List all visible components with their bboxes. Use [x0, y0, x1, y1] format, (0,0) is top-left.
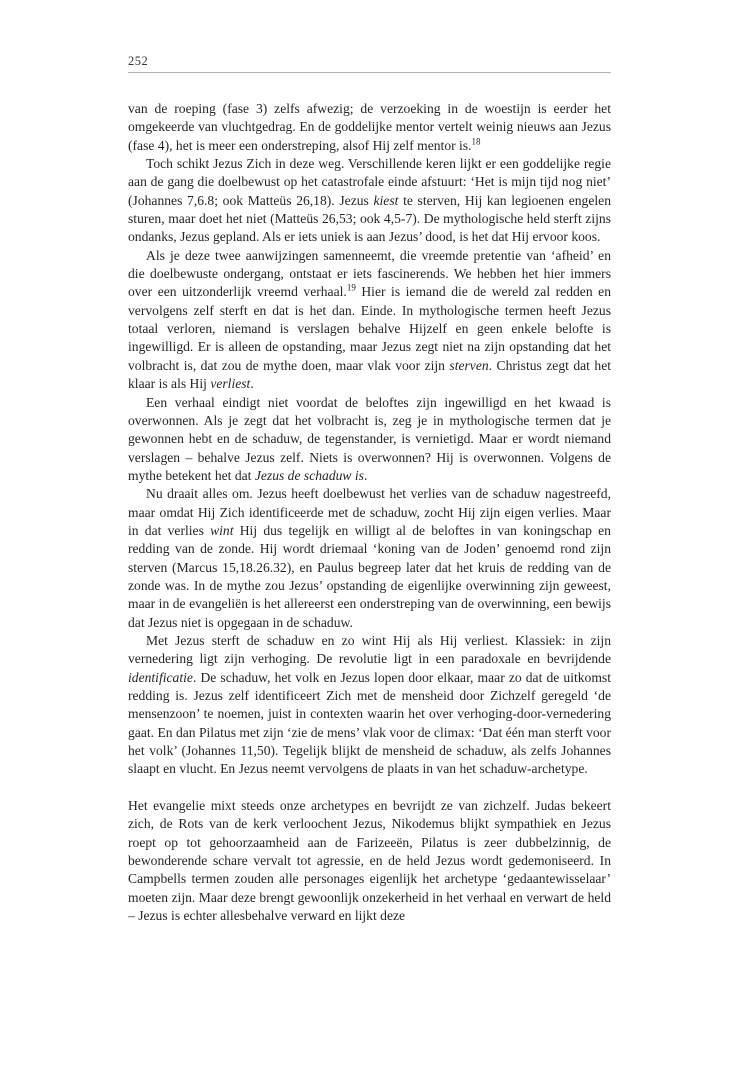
footnote-reference: 19	[346, 282, 356, 293]
paragraph	[128, 632, 611, 779]
emphasized-text: wint	[210, 522, 234, 538]
text-run: Hij dus tegelijk en willigt al de beloftes in van koningschap en redding van de zonde. Hij wordt driemaal ‘koning van de Joden’ genoemd rond zijn sterven (Marcus 15,18.26.32), en Paulus begreep later dat het kruis de redding van de zonde was. In de mythe zou Jezus’ opstanding de eigenlijke overwinning zijn geweest, maar in de evangeliën is het allereerst een onderstreping van de overwinning, een bewijs dat Jezus niet is opgegaan in de schaduw.	[128, 522, 611, 630]
text-run: . Christus zegt dat het klaar is als Hij	[128, 357, 612, 392]
paragraph	[128, 100, 611, 155]
emphasized-text: kiest	[373, 192, 399, 208]
emphasized-text: verliest	[210, 376, 251, 392]
paragraph	[128, 394, 611, 486]
text-run: te sterven, Hij kan legioenen engelen sturen, maar doet het niet (Matteüs 26,53; ook 4,5-7). De mythologische held sterft zijns ondanks, Jezus gepland. Als er iets uniek is aan Jezus’ dood, is het dat Hij ervoor koos.	[128, 192, 611, 245]
emphasized-text: Jezus de schaduw is	[254, 467, 364, 483]
emphasized-text: identificatie	[128, 669, 193, 685]
body-text	[128, 100, 611, 925]
text-run: Een verhaal eindigt niet voordat de beloftes zijn ingewilligd en het kwaad is overwonnen. Als je zegt dat het volbracht is, zeg je in mythologische termen dat je gewonnen hebt en de schaduw, de tegenstander, is vernietigd. Maar er wordt niemand verslagen – behalve Jezus zelf. Niets is overwonnen? Hij is overwonnen. Volgens de mythe betekent het dat	[128, 394, 611, 483]
page-header	[128, 54, 611, 81]
text-run: Nu draait alles om. Jezus heeft doelbewust het verlies van de schaduw nagestreefd, maar omdat Hij Zich identificeerde met de schaduw, zocht Hij zijn eigen verlies. Maar in dat verlies	[128, 486, 611, 538]
text-run: . De schaduw, het volk en Jezus lopen door elkaar, maar zo dat de uitkomst redding is. Jezus zelf identificeert Zich met de mensheid door Zichzelf geregeld ‘de mensenzoon’ te noemen, juist in contexten waarin het over verhoging-door-vernedering gaat. En dan Pilatus met zijn ‘zie de mens’ vlak voor de climax: ‘Dat één man sterft voor het volk’ (Johannes 11,50). Tegelijk blijkt de mensheid de schaduw, als zelfs Johannes slaapt en vlucht. En Jezus neemt vervolgens de plaats in van het schaduw-archetype.	[128, 669, 611, 777]
header-rule	[128, 72, 611, 73]
paragraph	[128, 485, 611, 632]
paragraph	[128, 155, 611, 247]
emphasized-text: sterven	[449, 357, 489, 373]
text-run: .	[363, 467, 368, 483]
paragraph	[128, 797, 611, 925]
text-run: .	[250, 376, 254, 392]
text-run: Het evangelie mixt steeds onze archetypes en bevrijdt ze van zichzelf. Judas bekeert zich, de Rots van de kerk verloochent Jezus, Nikodemus blijkt sympathiek en Jezus roept op tot gehoorzaamheid aan de Farizeeën, Pilatus is zeer dubbelzinnig, de bewonderende schare vervalt tot agressie, en de held Jezus wordt gedemoniseerd. In Campbells termen zouden alle personages eigenlijk het archetype ‘gedaantewisselaar’ moeten zijn. Maar deze brengt gewoonlijk onzekerheid in het verhaal en verwart de held – Jezus is echter allesbehalve verward en lijkt deze	[128, 798, 611, 924]
text-run: van de roeping (fase 3) zelfs afwezig; de verzoeking in de woestijn is eerder het omgekeerde van vluchtgedrag. En de goddelijke mentor vertelt weinig nieuws aan Jezus (fase 4), het is meer een onderstreping, alsof Hij zelf mentor is.	[128, 101, 611, 153]
paragraph	[128, 247, 611, 394]
text-run: Hier is iemand die de wereld zal redden en vervolgens zelf sterft en dat is het dan. Einde. In mythologische termen heeft Jezus totaal verloren, niemand is verslagen behalve Hijzelf en geen enkele belofte is ingewilligd. Er is alleen de opstanding, maar Jezus zegt niet na zijn opstanding dat het volbracht is, dat zou de mythe doen, maar vlak voor zijn	[128, 284, 611, 373]
text-run: Als je deze twee aanwijzingen samenneemt, die vreemde pretentie van ‘afheid’ en die doelbewuste ondergang, ontstaat er iets fascinerends. We hebben het hier immers over een uitzonderlijk vreemd verhaal.	[128, 247, 611, 300]
footnote-reference: 18	[471, 136, 481, 147]
page-number: 252	[128, 54, 149, 68]
text-run: Toch schikt Jezus Zich in deze weg. Verschillende keren lijkt er een goddelijke regie aan de gang die doelbewust op het catastrofale einde afstuurt: ‘Het is mijn tijd nog niet’ (Johannes 7,6.8; ook Matteüs 26,18). Jezus	[128, 156, 611, 208]
text-run: Met Jezus sterft de schaduw en zo wint Hij als Hij verliest. Klassiek: in zijn vernedering ligt zijn verhoging. De revolutie ligt in een paradoxale en bevrijdende	[128, 632, 611, 667]
